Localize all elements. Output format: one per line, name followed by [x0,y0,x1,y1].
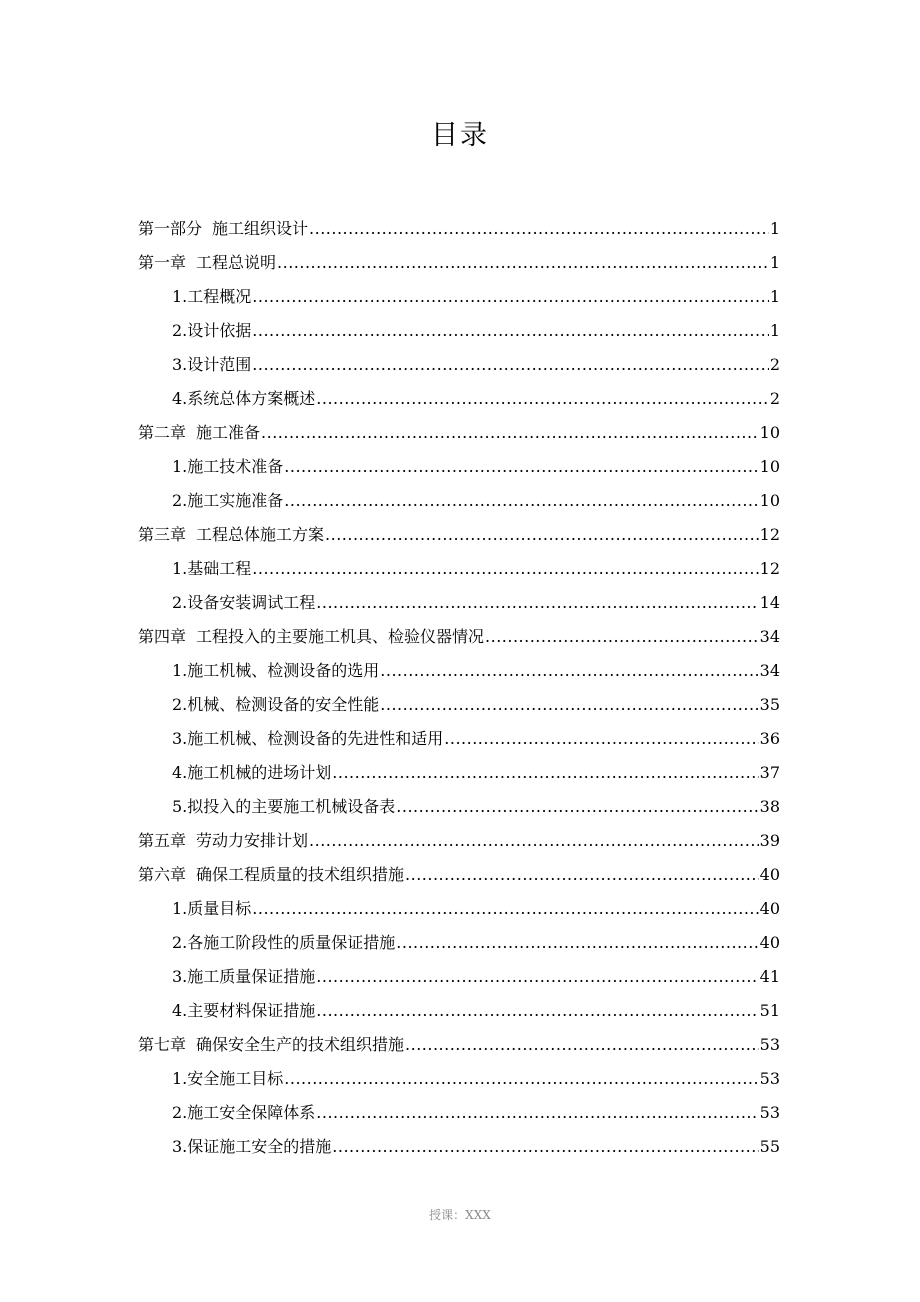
toc-entry-label [172,280,251,314]
toc-dot-leader [316,994,758,1028]
toc-section-entry[interactable] [138,450,780,484]
toc-page-number: 41 [759,967,780,986]
toc-page-number: 12 [759,525,780,544]
toc-chapter-entry[interactable] [138,620,780,654]
toc-page-number: 2 [769,355,780,374]
toc-chapter-number: 第五章 [138,831,187,850]
toc-chapter-number: 第一部分 [138,219,203,238]
toc-page-number: 55 [759,1137,780,1156]
toc-page-number: 1 [769,219,780,238]
toc-entry-label [172,688,379,722]
toc-dot-leader [284,484,758,518]
toc-entry-label [172,926,395,960]
toc-dot-leader [380,654,758,688]
toc-chapter-entry[interactable] [138,518,780,552]
toc-entry-label [172,314,251,348]
toc-page-number: 51 [759,1001,780,1020]
toc-dot-leader [316,960,758,994]
toc-chapter-number: 第四章 [138,627,187,646]
toc-page-number: 53 [759,1035,780,1054]
toc-dot-leader [252,348,769,382]
toc-entry-title: 施工准备 [196,423,261,442]
toc-chapter-number: 第六章 [138,865,187,884]
toc-entry-label [138,518,324,552]
toc-entry-title: 4.主要材料保证措施 [172,1001,316,1020]
toc-entry-title: 3.保证施工安全的措施 [172,1137,332,1156]
toc-entry-title: 1.施工机械、检测设备的选用 [172,661,380,680]
toc-entry-title: 2.设备安装调试工程 [172,593,316,612]
toc-entry-label [138,212,308,246]
toc-section-entry[interactable] [138,722,780,756]
toc-section-entry[interactable] [138,960,780,994]
toc-chapter-entry[interactable] [138,212,780,246]
footer-note: 授课：XXX [429,1208,491,1222]
page-title: 目录 [431,120,489,151]
toc-entry-label [172,348,251,382]
toc-entry-label [172,450,283,484]
toc-section-entry[interactable] [138,382,780,416]
toc-page-number: 53 [759,1103,780,1122]
toc-entry-title: 2.设计依据 [172,321,252,340]
toc-page-number: 37 [759,763,780,782]
toc-entry-title: 工程投入的主要施工机具、检验仪器情况 [196,627,485,646]
toc-page-number: 10 [759,423,780,442]
toc-chapter-entry[interactable] [138,1028,780,1062]
toc-chapter-entry[interactable] [138,416,780,450]
toc-section-entry[interactable] [138,1062,780,1096]
toc-entry-title: 2.机械、检测设备的安全性能 [172,695,380,714]
toc-section-entry[interactable] [138,280,780,314]
toc-entry-label [138,416,260,450]
toc-page-number: 2 [769,389,780,408]
table-of-contents [138,212,780,1164]
toc-dot-leader [252,280,769,314]
toc-entry-label [172,1062,283,1096]
toc-entry-title: 1.工程概况 [172,287,252,306]
toc-dot-leader [284,1062,758,1096]
toc-entry-title: 施工组织设计 [212,219,309,238]
toc-page-number: 38 [759,797,780,816]
toc-chapter-number: 第二章 [138,423,187,442]
toc-section-entry[interactable] [138,1096,780,1130]
toc-entry-label [138,824,308,858]
toc-dot-leader [332,756,758,790]
toc-dot-leader [252,552,758,586]
toc-section-entry[interactable] [138,756,780,790]
toc-entry-title: 工程总体施工方案 [196,525,325,544]
toc-page-number: 53 [759,1069,780,1088]
toc-entry-title: 1.安全施工目标 [172,1069,284,1088]
toc-page-number: 40 [759,933,780,952]
toc-dot-leader [405,1028,759,1062]
toc-entry-title: 2.施工安全保障体系 [172,1103,316,1122]
toc-page-number: 40 [759,865,780,884]
toc-entry-title: 3.施工机械、检测设备的先进性和适用 [172,729,444,748]
toc-page-number: 36 [759,729,780,748]
toc-entry-label [172,484,283,518]
toc-section-entry[interactable] [138,892,780,926]
toc-section-entry[interactable] [138,552,780,586]
toc-chapter-entry[interactable] [138,246,780,280]
toc-entry-title: 2.施工实施准备 [172,491,284,510]
toc-page-number: 14 [759,593,780,612]
toc-entry-label [172,552,251,586]
toc-entry-label [172,1096,315,1130]
toc-section-entry[interactable] [138,688,780,722]
toc-dot-leader [309,824,759,858]
toc-page-number: 10 [759,491,780,510]
toc-page-number: 1 [769,253,780,272]
toc-entry-title: 1.基础工程 [172,559,252,578]
toc-entry-label [172,756,331,790]
toc-entry-title: 3.施工质量保证措施 [172,967,316,986]
toc-entry-label [172,892,251,926]
toc-section-entry[interactable] [138,348,780,382]
toc-entry-label [138,1028,404,1062]
toc-section-entry[interactable] [138,586,780,620]
toc-dot-leader [332,1130,758,1164]
toc-page-number: 10 [759,457,780,476]
toc-entry-title: 4.施工机械的进场计划 [172,763,332,782]
toc-page-number: 12 [759,559,780,578]
toc-entry-label [172,790,395,824]
toc-entry-title: 1.质量目标 [172,899,252,918]
toc-entry-label [138,858,404,892]
toc-page-number: 1 [769,287,780,306]
toc-dot-leader [252,314,769,348]
toc-chapter-entry[interactable] [138,858,780,892]
toc-page-number: 1 [769,321,780,340]
toc-dot-leader [396,790,758,824]
toc-section-entry[interactable] [138,926,780,960]
toc-dot-leader [316,586,758,620]
toc-chapter-number: 第一章 [138,253,187,272]
toc-dot-leader [316,1096,758,1130]
toc-page-number: 34 [759,661,780,680]
toc-dot-leader [396,926,758,960]
toc-entry-title: 4.系统总体方案概述 [172,389,316,408]
toc-section-entry[interactable] [138,654,780,688]
toc-entry-label [172,960,315,994]
toc-entry-title: 2.各施工阶段性的质量保证措施 [172,933,396,952]
toc-entry-label [172,994,315,1028]
toc-dot-leader [261,416,759,450]
toc-dot-leader [316,382,769,416]
toc-chapter-number: 第三章 [138,525,187,544]
toc-dot-leader [309,212,769,246]
toc-dot-leader [325,518,759,552]
toc-section-entry[interactable] [138,994,780,1028]
toc-section-entry[interactable] [138,1130,780,1164]
toc-dot-leader [252,892,758,926]
toc-entry-label [172,1130,331,1164]
toc-entry-title: 1.施工技术准备 [172,457,284,476]
toc-dot-leader [380,688,758,722]
toc-section-entry[interactable] [138,314,780,348]
toc-entry-label [138,246,276,280]
toc-entry-label [172,586,315,620]
toc-dot-leader [405,858,759,892]
toc-entry-title: 工程总说明 [196,253,277,272]
toc-entry-title: 5.拟投入的主要施工机械设备表 [172,797,396,816]
toc-section-entry[interactable] [138,484,780,518]
toc-entry-label [172,654,379,688]
toc-entry-label [172,722,443,756]
toc-page-number: 40 [759,899,780,918]
toc-entry-label [172,382,315,416]
toc-dot-leader [485,620,759,654]
toc-dot-leader [277,246,769,280]
toc-section-entry[interactable] [138,790,780,824]
toc-entry-title: 3.设计范围 [172,355,252,374]
toc-page-number: 34 [759,627,780,646]
toc-dot-leader [444,722,758,756]
toc-entry-title: 劳动力安排计划 [196,831,309,850]
toc-page-number: 39 [759,831,780,850]
toc-dot-leader [284,450,758,484]
toc-chapter-entry[interactable] [138,824,780,858]
toc-chapter-number: 第七章 [138,1035,187,1054]
toc-entry-title: 确保工程质量的技术组织措施 [196,865,405,884]
toc-entry-label [138,620,484,654]
toc-entry-title: 确保安全生产的技术组织措施 [196,1035,405,1054]
toc-page-number: 35 [759,695,780,714]
